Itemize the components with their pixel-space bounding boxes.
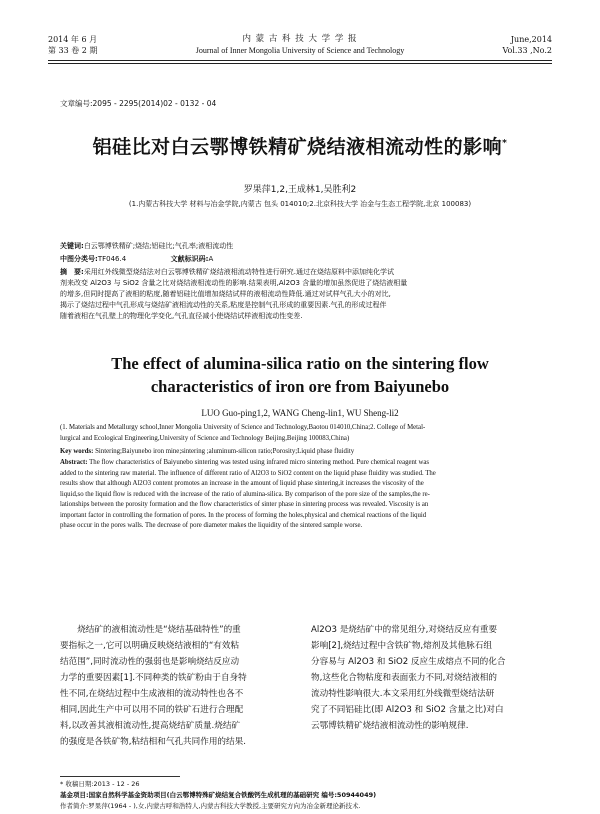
- doc-code-label: 文献标识码:: [170, 255, 209, 263]
- clc-value: TF046.4: [97, 255, 127, 263]
- keywords-en: [60, 447, 544, 458]
- issue-date: 2014 年 6 月: [48, 35, 98, 44]
- affiliation-cn: (1.内蒙古科技大学 材料与冶金学院,内蒙古 包头 014010;2.北京科技大学 冶金与生态工程学院,北京 100083): [128, 200, 472, 208]
- title-cn-text: 铝硅比对白云鄂博铁精矿烧结液相流动性的影响: [92, 136, 503, 158]
- abstract-cn-line: 揭示了烧结过程中气孔形成与烧结矿液相流动性的关系,粘度是控制气孔形成的重要因素.气孔的形成过程伴: [60, 301, 387, 309]
- header-right: [502, 34, 552, 56]
- volume-issue-en: Vol.33 ,No.2: [502, 46, 552, 55]
- body-column-left: [60, 622, 292, 750]
- fund-note: 基金项目:国家自然科学基金资助项目(白云鄂博特殊矿烧结复合铁酸钙生成机理的基础研究 编号:50944049): [60, 791, 377, 799]
- body-line: 物,这些化合物粘度和表面张力不同,对烧结液相的: [311, 673, 497, 683]
- header-center: [130, 34, 470, 56]
- keywords-en-label: Key words:: [60, 448, 94, 455]
- abstract-cn-line: 采用红外线微型烧结法对白云鄂博铁精矿烧结液相流动特性进行研究.通过在烧结原料中添加纯化学试: [83, 268, 395, 276]
- title-footnote-mark: *: [502, 138, 508, 149]
- body-line: 性不同,在烧结过程中生成液相的流动特性也各不: [60, 689, 244, 699]
- doc-code-value: A: [208, 255, 214, 263]
- affiliation-en: [60, 423, 544, 444]
- abstract-en-line: important factor in controlling the formation of pores. In the process of forming the holes,physical and chemical reactions of the liquid: [60, 511, 427, 519]
- abstract-cn-label: 摘 要:: [60, 268, 84, 276]
- author-bio: 作者简介:罗果萍(1964 - ),女,内蒙古呼和浩特人,内蒙古科技大学教授,主要研究方向为冶金新理论新技术.: [60, 802, 361, 810]
- abstract-cn: [60, 267, 544, 322]
- header-rule-thin: [48, 63, 552, 64]
- title-en: [0, 352, 600, 398]
- keywords-cn-label: 关键词:: [60, 242, 84, 250]
- body-line: 分容易与 Al2O3 和 SiO2 反应生成熔点不同的化合: [311, 657, 506, 667]
- title-cn: [0, 132, 600, 159]
- volume-issue: 第 33 卷 2 期: [48, 46, 98, 55]
- abstract-en-line: lationships between the porosity formation and the flow characteristics of sinter phase in sintering process was revealed. Viscosity is an: [60, 501, 429, 508]
- abstract-en-line: liquid,so the liquid flow is reduced with the increase of the ratio of alumina-silica. By comparison of the pore size of the samples,the re-: [60, 490, 430, 498]
- journal-title-cn: 内 蒙 古 科 技 大 学 学 报: [242, 34, 358, 44]
- body-line: 烧结矿的液相流动性是“烧结基础特性”的重: [60, 625, 241, 635]
- footnotes: [60, 779, 546, 812]
- header-left: [48, 34, 97, 56]
- article-number: 文章编号:2095 - 2295(2014)02 - 0132 - 04: [60, 99, 217, 108]
- abstract-en-line: The flow characteristics of Baiyunebo sintering was tested using infrared micro sintering method. Pure chemical reagent was: [89, 459, 430, 466]
- clc-label: 中图分类号:: [60, 255, 98, 263]
- authors-en: LUO Guo-ping1,2, WANG Cheng-lin1, WU Sheng-li2: [201, 408, 399, 418]
- received-date: * 收稿日期:2013 - 12 - 26: [60, 780, 140, 788]
- body-line: 相同,因此生产中可以用不同的铁矿石进行合理配: [60, 705, 244, 715]
- abstract-cn-line: 随着液相在气孔壁上的物理化学变化,气孔直径减小使烧结试样液相流动性变差.: [60, 312, 303, 320]
- body-line: 的强度是各铁矿物,粘结相和气孔共同作用的结果.: [60, 737, 246, 747]
- abstract-en-line: results show that although Al2O3 content promotes an increase in the amount of liquid phase sintering,it increases the viscosity of the: [60, 480, 424, 487]
- affiliation-en-line: (1. Materials and Metallurgy school,Inner Mongolia University of Science and Technology,Baotou 014010,China;2. College of Metal-: [60, 424, 426, 431]
- classification-cn: [60, 254, 540, 265]
- keywords-cn-text: 白云鄂博铁精矿;烧结;铝硅比;气孔率;液相流动性: [83, 242, 234, 250]
- issue-date-en: June,2014: [510, 35, 552, 44]
- body-line: 要指标之一,它可以明确反映烧结液相的“有效粘: [60, 641, 240, 651]
- abstract-en-line: added to the sintering raw material. The influence of different ratio of Al2O3 to SiO2 content on the liquid phase fluidity was studied. The: [60, 469, 436, 477]
- body-line: 结范围”,同时流动性的强弱也是影响烧结反应动: [60, 657, 240, 667]
- body-line: 力学的重要因素[1].不同种类的铁矿粉由于自身特: [60, 673, 247, 683]
- header-rule: [48, 60, 552, 61]
- body-column-right: [311, 622, 547, 734]
- affiliation-en-line: lurgical and Ecological Engineering,University of Science and Technology Beijing,Beijing 100083,China): [60, 434, 350, 442]
- body-line: 流动特性影响很大.本文采用红外线微型烧结法研: [311, 689, 495, 699]
- title-en-line: characteristics of iron ore from Baiyunebo: [150, 377, 450, 396]
- body-line: Al2O3 是烧结矿中的常见组分,对烧结反应有重要: [311, 625, 498, 635]
- body-line: 料,以改善其液相流动性,提高烧结矿质量.烧结矿: [60, 721, 241, 731]
- abstract-en-label: Abstract:: [60, 459, 88, 466]
- abstract-en: [60, 458, 546, 532]
- title-en-line: The effect of alumina-silica ratio on the sintering flow: [111, 354, 489, 373]
- authors-cn: 罗果萍1,2,王成林1,吴胜利2: [243, 185, 357, 195]
- journal-title-en: Journal of Inner Mongolia University of Science and Technology: [195, 46, 405, 55]
- body-line: 云鄂博铁精矿烧结液相流动性的影响规律.: [311, 721, 469, 731]
- abstract-cn-line: 的增多,但同时提高了液相的粘度,随着铝硅比值增加烧结试样的液相流动性降低.通过对试样气孔大小的对比,: [60, 290, 391, 298]
- keywords-en-text: Sintering;Baiyunebo iron mine;sintering ;aluminum-silicon ratio;Porosity;Liquid phase fluidity: [95, 448, 355, 455]
- abstract-en-line: phase occur in the pores walls. The decrease of pore diameter makes the liquidity of the sintered sample worse.: [60, 522, 363, 529]
- footnote-rule: [60, 776, 180, 777]
- body-line: 究了不同铝硅比(即 Al2O3 和 SiO2 含量之比)对白: [311, 705, 504, 715]
- keywords-cn: [60, 241, 540, 252]
- abstract-cn-line: 剂来改变 Al2O3 与 SiO2 含量之比对烧结液相流动性的影响.结果表明,Al2O3 含量的增加虽然促进了烧结液相量: [60, 279, 408, 287]
- body-line: 影响[2],烧结过程中含铁矿物,熔剂及其他脉石组: [311, 641, 492, 651]
